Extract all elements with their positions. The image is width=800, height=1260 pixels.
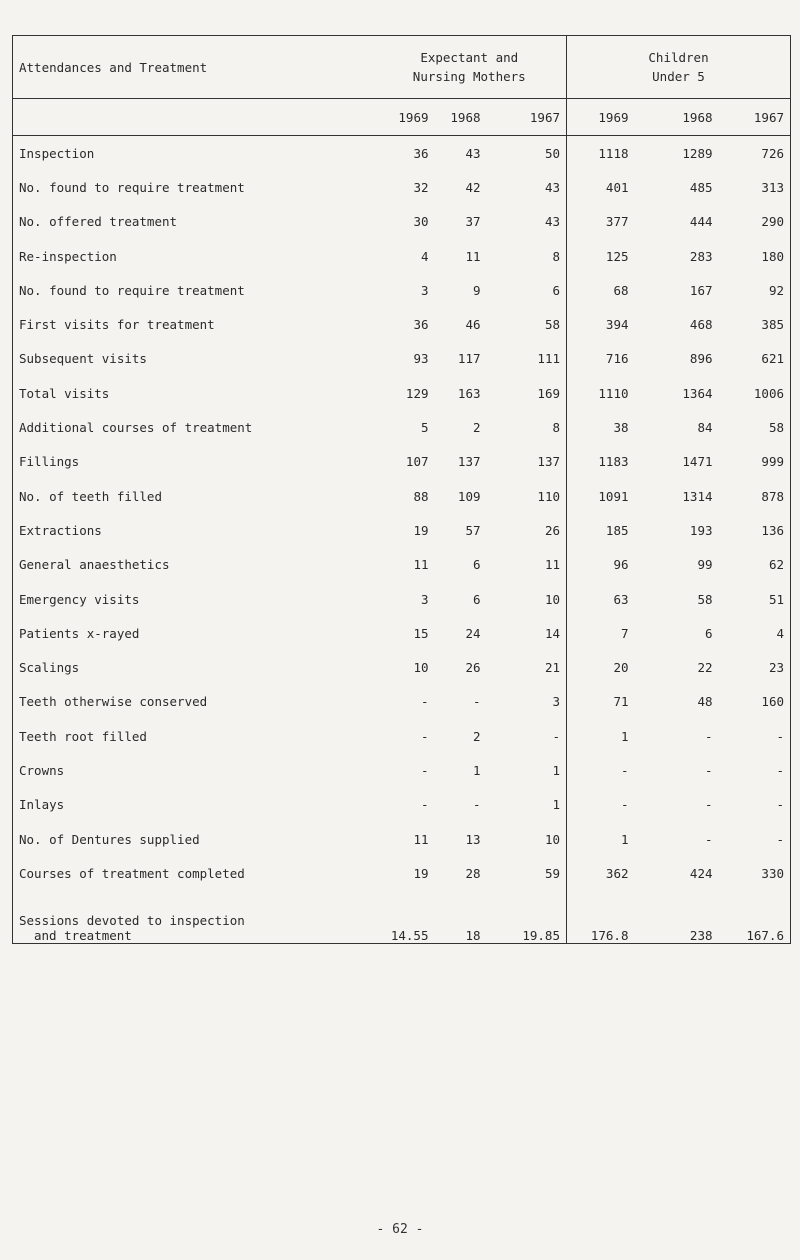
row-label: Extractions	[13, 513, 373, 547]
row-label: No. found to require treatment	[13, 170, 373, 204]
page-number: - 62 -	[376, 1222, 424, 1237]
table-row	[13, 822, 791, 856]
value-cell: 1471	[682, 454, 713, 470]
value-cell: 167	[689, 282, 713, 298]
value-cell: -	[420, 728, 429, 744]
value-cell: -	[472, 694, 481, 710]
value-cell: 57	[465, 522, 481, 538]
row-label-line1: Sessions devoted to inspection	[19, 912, 245, 928]
value-cell: 167.6	[719, 891, 791, 944]
value-cell: 5	[420, 420, 429, 436]
value-cell: 4	[420, 248, 429, 264]
table-row	[13, 753, 791, 787]
value-cell: 11	[413, 831, 429, 847]
row-label: Additional courses of treatment	[13, 410, 373, 444]
value-cell: 125	[605, 248, 629, 264]
value-cell: 109	[457, 488, 481, 504]
value-cell: 4	[719, 616, 791, 650]
row-label: First visits for treatment	[13, 307, 373, 341]
value-cell: 13	[465, 831, 481, 847]
value-cell: 238	[635, 891, 719, 944]
value-cell: 6	[704, 625, 713, 641]
value-cell: -	[620, 762, 629, 778]
value-cell: 129	[405, 385, 429, 401]
year-cell: 1967	[719, 99, 791, 136]
value-cell: -	[420, 694, 429, 710]
year-cell: 1967	[487, 99, 567, 136]
value-cell: 1	[620, 831, 629, 847]
table-row	[13, 205, 791, 239]
value-cell: 878	[719, 479, 791, 513]
value-cell: 726	[719, 136, 791, 171]
value-cell: 63	[613, 591, 629, 607]
value-cell: 30	[413, 214, 429, 230]
value-cell: 1	[472, 762, 481, 778]
value-cell: 10	[487, 582, 567, 616]
value-cell: -	[704, 831, 713, 847]
value-cell: -	[420, 762, 429, 778]
value-cell: 7	[620, 625, 629, 641]
value-cell: 424	[689, 865, 713, 881]
value-cell: 36	[413, 317, 429, 333]
value-cell: 21	[487, 650, 567, 684]
value-cell: 621	[719, 342, 791, 376]
value-cell: 1	[620, 728, 629, 744]
table-row	[13, 650, 791, 684]
year-cell: 1968	[435, 99, 487, 136]
table-row	[13, 788, 791, 822]
value-cell: 19.85	[487, 891, 567, 944]
row-label: Teeth root filled	[13, 719, 373, 753]
row-label: Emergency visits	[13, 582, 373, 616]
value-cell: 193	[689, 522, 713, 538]
value-cell: 43	[465, 145, 481, 161]
header-children-under-5	[567, 36, 791, 99]
value-cell: 3	[420, 282, 429, 298]
value-cell: 8	[487, 239, 567, 273]
value-cell: 6	[472, 591, 481, 607]
value-cell: -	[472, 797, 481, 813]
value-cell: 1	[487, 753, 567, 787]
table-row	[13, 616, 791, 650]
table-row	[13, 410, 791, 444]
dental-treatment-table	[12, 35, 791, 944]
row-label: Courses of treatment completed	[13, 856, 373, 890]
value-cell: 283	[689, 248, 713, 264]
table-row	[13, 273, 791, 307]
value-cell: 23	[719, 650, 791, 684]
value-cell: 394	[605, 317, 629, 333]
value-cell: 15	[413, 625, 429, 641]
value-cell: 185	[605, 522, 629, 538]
value-cell: 117	[457, 351, 481, 367]
value-cell: 58	[487, 307, 567, 341]
value-cell: 50	[487, 136, 567, 171]
value-cell: 9	[472, 282, 481, 298]
value-cell: 330	[719, 856, 791, 890]
value-cell: 180	[719, 239, 791, 273]
value-cell: 377	[605, 214, 629, 230]
value-cell: 3	[487, 685, 567, 719]
value-cell: -	[487, 719, 567, 753]
value-cell: 485	[689, 179, 713, 195]
value-cell: 43	[487, 170, 567, 204]
header-expectant-mothers	[373, 36, 567, 99]
table-row	[13, 307, 791, 341]
row-label: Subsequent visits	[13, 342, 373, 376]
value-cell: 1183	[598, 454, 629, 470]
value-cell: -	[620, 797, 629, 813]
row-label: Crowns	[13, 753, 373, 787]
row-label	[13, 891, 373, 944]
value-cell: 1006	[719, 376, 791, 410]
value-cell: -	[704, 762, 713, 778]
header-attendances: Attendances and Treatment	[13, 36, 373, 99]
value-cell: 11	[487, 548, 567, 582]
value-cell: 160	[719, 685, 791, 719]
table-header-row	[13, 36, 791, 99]
value-cell: 19	[413, 865, 429, 881]
value-cell: 1091	[598, 488, 629, 504]
value-cell: 137	[487, 445, 567, 479]
value-cell: 26	[487, 513, 567, 547]
value-cell: 99	[697, 557, 713, 573]
table-row	[13, 856, 791, 890]
value-cell: 169	[487, 376, 567, 410]
years-row-blank	[13, 99, 373, 136]
value-cell: 176.8	[567, 891, 635, 944]
table-row	[13, 479, 791, 513]
value-cell: 51	[719, 582, 791, 616]
value-cell: 468	[689, 317, 713, 333]
value-cell: 6	[487, 273, 567, 307]
value-cell: 896	[689, 351, 713, 367]
value-cell: 84	[697, 420, 713, 436]
table-row	[13, 136, 791, 171]
row-label: Scalings	[13, 650, 373, 684]
table-row	[13, 719, 791, 753]
value-cell: 42	[465, 179, 481, 195]
value-cell: 28	[465, 865, 481, 881]
header-expectant-line1: Expectant and	[420, 50, 519, 65]
value-cell: 22	[697, 660, 713, 676]
value-cell: 110	[487, 479, 567, 513]
value-cell: 136	[719, 513, 791, 547]
value-cell: 385	[719, 307, 791, 341]
header-children-line1: Children	[648, 50, 709, 65]
table-row	[13, 445, 791, 479]
value-cell: 1289	[682, 145, 713, 161]
table-row	[13, 685, 791, 719]
row-label: No. of Dentures supplied	[13, 822, 373, 856]
row-label: Fillings	[13, 445, 373, 479]
header-children-line2: Under 5	[652, 69, 705, 84]
value-cell: 444	[689, 214, 713, 230]
value-cell: 58	[719, 410, 791, 444]
value-cell: 1	[487, 788, 567, 822]
value-cell: 1364	[682, 385, 713, 401]
row-label: No. of teeth filled	[13, 479, 373, 513]
value-cell: 2	[472, 420, 481, 436]
row-label: Total visits	[13, 376, 373, 410]
value-cell: 14	[487, 616, 567, 650]
table-row	[13, 170, 791, 204]
row-label: Teeth otherwise conserved	[13, 685, 373, 719]
value-cell: 107	[405, 454, 429, 470]
value-cell: 401	[605, 179, 629, 195]
value-cell: 38	[613, 420, 629, 436]
row-label: No. offered treatment	[13, 205, 373, 239]
value-cell: 163	[457, 385, 481, 401]
table-row	[13, 582, 791, 616]
value-cell: 43	[487, 205, 567, 239]
value-cell: 32	[413, 179, 429, 195]
row-label: General anaesthetics	[13, 548, 373, 582]
value-cell: 14.55	[373, 891, 435, 944]
table-row-sessions	[13, 891, 791, 944]
value-cell: 11	[413, 557, 429, 573]
value-cell: 68	[613, 282, 629, 298]
table-row	[13, 548, 791, 582]
value-cell: 88	[413, 488, 429, 504]
year-cell: 1969	[373, 99, 435, 136]
value-cell: -	[704, 728, 713, 744]
row-label: Inlays	[13, 788, 373, 822]
value-cell: 48	[697, 694, 713, 710]
value-cell: 1118	[598, 145, 629, 161]
value-cell: 2	[472, 728, 481, 744]
value-cell: 999	[719, 445, 791, 479]
table-row	[13, 376, 791, 410]
value-cell: 59	[487, 856, 567, 890]
value-cell: 71	[613, 694, 629, 710]
value-cell: 10	[487, 822, 567, 856]
value-cell: 37	[465, 214, 481, 230]
value-cell: 26	[465, 660, 481, 676]
years-row	[13, 99, 791, 136]
value-cell: 96	[613, 557, 629, 573]
year-cell: 1968	[635, 99, 719, 136]
value-cell: -	[420, 797, 429, 813]
header-expectant-line2: Nursing Mothers	[412, 69, 526, 84]
row-label: Patients x-rayed	[13, 616, 373, 650]
value-cell: 24	[465, 625, 481, 641]
value-cell: 19	[413, 522, 429, 538]
value-cell: 10	[413, 660, 429, 676]
table-row	[13, 239, 791, 273]
value-cell: 58	[697, 591, 713, 607]
value-cell: -	[719, 822, 791, 856]
value-cell: 3	[420, 591, 429, 607]
value-cell: 20	[613, 660, 629, 676]
year-cell: 1969	[567, 99, 635, 136]
value-cell: 362	[605, 865, 629, 881]
value-cell: 62	[719, 548, 791, 582]
value-cell: -	[719, 788, 791, 822]
value-cell: 93	[413, 351, 429, 367]
value-cell: 716	[605, 351, 629, 367]
value-cell: 290	[719, 205, 791, 239]
value-cell: 46	[465, 317, 481, 333]
value-cell: 18	[435, 891, 487, 944]
value-cell: 1314	[682, 488, 713, 504]
value-cell: -	[704, 797, 713, 813]
value-cell: 137	[457, 454, 481, 470]
value-cell: 6	[472, 557, 481, 573]
value-cell: -	[719, 753, 791, 787]
value-cell: -	[719, 719, 791, 753]
value-cell: 11	[465, 248, 481, 264]
value-cell: 1110	[598, 385, 629, 401]
row-label: No. found to require treatment	[13, 273, 373, 307]
row-label: Inspection	[13, 136, 373, 171]
value-cell: 8	[487, 410, 567, 444]
row-label-line2: and treatment	[34, 927, 132, 943]
table-row	[13, 342, 791, 376]
value-cell: 92	[719, 273, 791, 307]
value-cell: 313	[719, 170, 791, 204]
row-label: Re-inspection	[13, 239, 373, 273]
value-cell: 111	[487, 342, 567, 376]
table-row	[13, 513, 791, 547]
value-cell: 36	[413, 145, 429, 161]
